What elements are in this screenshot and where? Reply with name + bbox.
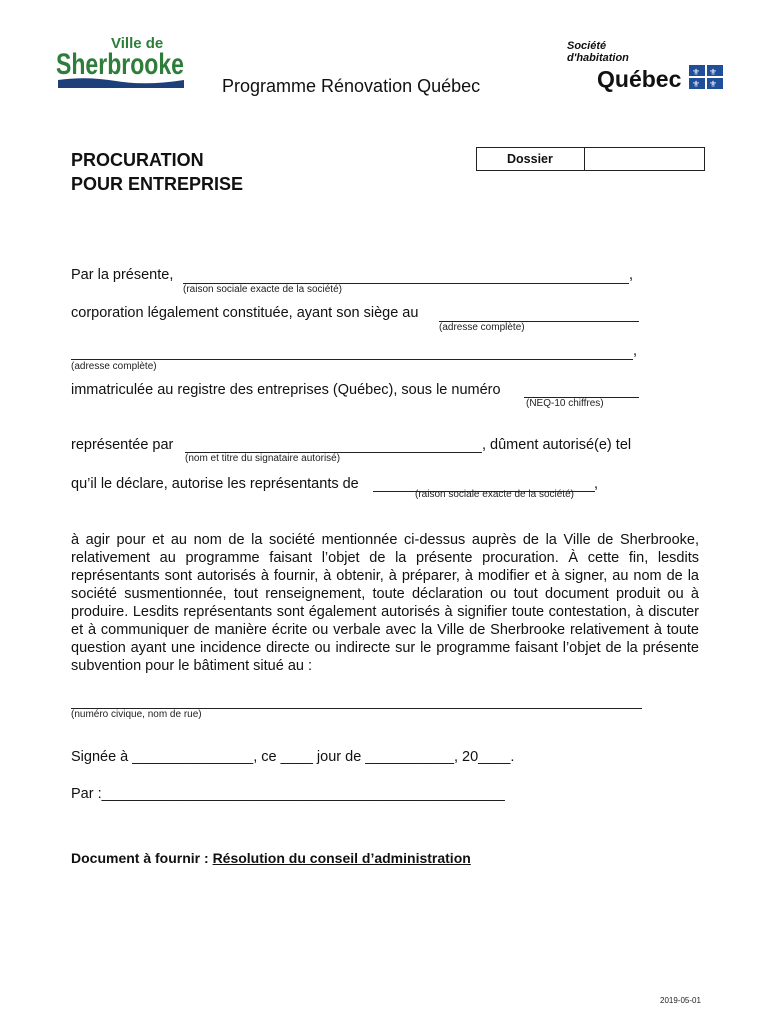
quil-declare-label: qu’il le déclare, autorise les représentants de [71, 476, 359, 492]
mandate-paragraph: à agir pour et au nom de la société mentionnée ci-dessus auprès de la Ville de Sherbrooke, relativement au programme faisant l’objet de la présente procuration. À cette fin, lesdits représentants sont autorisés à fournir, à obtenir, à préparer, à modifier et à signer, au nom de la société susmentionnée, tout renseignement, toute déclaration ou tout document produit ou à produire. Lesdits représentants sont également autorisés à signifier toute contestation, à discuter et à communiquer de manière écrite ou verbale avec la Ville de Sherbrooke relativement à toute question ayant une incidence directe ou indirecte sur le programme faisant l’objet de la présente subvention pour le bâtiment situé au : [71, 532, 699, 674]
corporation-label: corporation légalement constituée, ayant son siège au [71, 305, 419, 321]
logo-text-ville: Ville de [111, 35, 164, 52]
nom-titre-hint: (nom et titre du signataire autorisé) [185, 453, 341, 464]
svg-text:⚜: ⚜ [709, 80, 718, 90]
svg-text:⚜: ⚜ [709, 68, 718, 78]
signee-line: Signée à _______________, ce ____ jour de ___________, 20____. [71, 749, 515, 765]
comma-2: , [633, 343, 638, 359]
par-line: Par :__________________________________________________ [71, 786, 505, 802]
document-a-fournir [71, 850, 471, 866]
document-title [71, 148, 243, 196]
svg-text:⚜: ⚜ [692, 68, 701, 78]
raison-sociale-hint: (raison sociale exacte de la société) [183, 284, 342, 295]
immatriculee-label: immatriculée au registre des entreprises (Québec), sous le numéro [71, 382, 501, 398]
numero-civique-hint: (numéro civique, nom de rue) [71, 709, 202, 720]
svg-text:⚜: ⚜ [692, 80, 701, 90]
societe-habitation-quebec-logo [565, 37, 725, 93]
dossier-label: Dossier [477, 148, 585, 170]
par-la-presente-label: Par la présente, [71, 267, 174, 283]
dossier-box [476, 147, 705, 171]
title-line-2: POUR ENTREPRISE [71, 174, 244, 194]
svg-text:Québec: Québec [597, 66, 682, 92]
comma-1: , [629, 267, 634, 283]
document-a-fournir-value: Résolution du conseil d’administration [212, 850, 471, 866]
adresse-hint-2: (adresse complète) [71, 361, 157, 372]
neq-hint: (NEQ-10 chiffres) [526, 398, 604, 409]
adresse-field-2[interactable] [71, 359, 633, 360]
dossier-number-field[interactable] [585, 148, 704, 170]
title-line-1: PROCURATION [71, 150, 204, 170]
dument-autorise-label: , dûment autorisé(e) tel [482, 437, 632, 453]
ville-sherbrooke-logo [56, 32, 188, 94]
footer-date: 2019-05-01 [660, 996, 701, 1005]
program-title: Programme Rénovation Québec [222, 76, 481, 96]
svg-text:Société: Société [567, 40, 607, 52]
comma-3: , [594, 476, 599, 492]
adresse-hint-1: (adresse complète) [439, 322, 525, 333]
logo-text-sherbrooke: Sherbrooke [56, 48, 184, 81]
svg-text:d'habitation: d'habitation [567, 52, 629, 64]
representee-par-label: représentée par [71, 437, 174, 453]
representants-hint: (raison sociale exacte de la société) [415, 489, 574, 500]
document-a-fournir-label: Document à fournir : [71, 850, 209, 866]
